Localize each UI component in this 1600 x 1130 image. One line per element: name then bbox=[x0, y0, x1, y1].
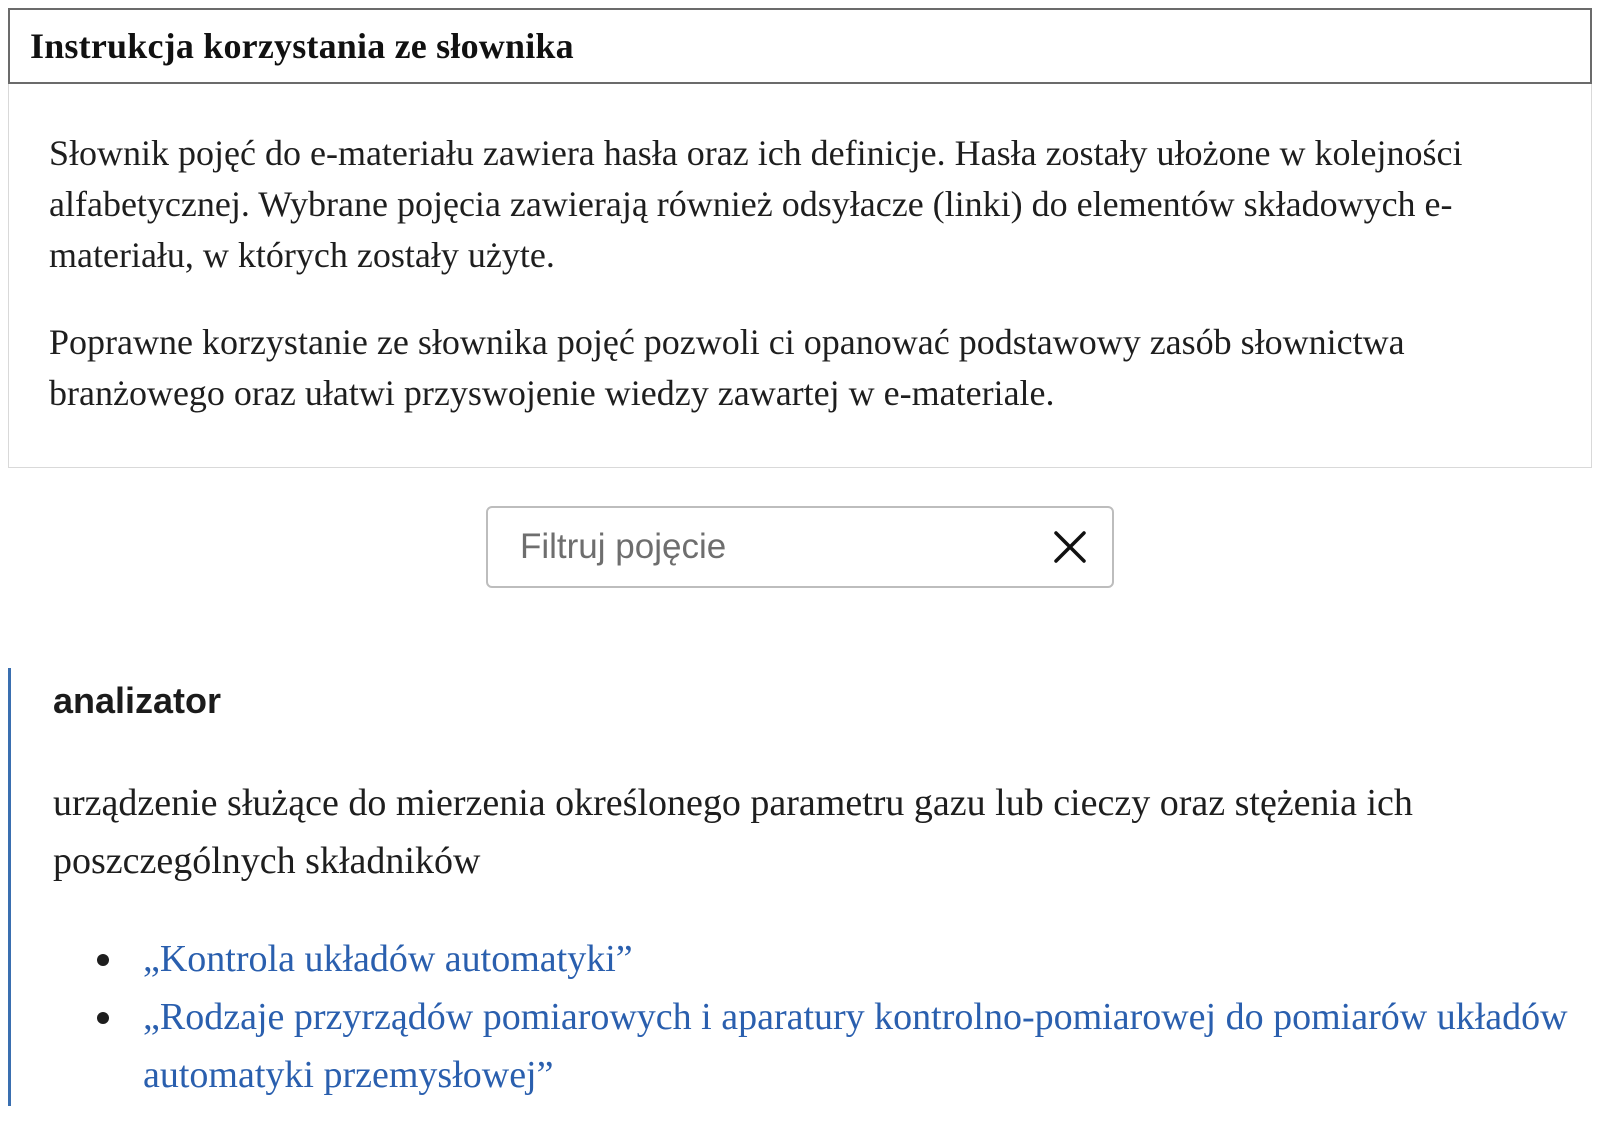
instructions-title: Instrukcja korzystania ze słownika bbox=[30, 26, 574, 66]
filter-input[interactable] bbox=[488, 508, 1028, 586]
entry-link-1[interactable]: „Kontrola układów automatyki” bbox=[143, 938, 633, 980]
bullet-icon bbox=[97, 1012, 109, 1024]
close-icon[interactable] bbox=[1048, 525, 1092, 569]
entry-definition: urządzenie służące do mierzenia określonego parametru gazu lub cieczy oraz stężenia ich poszczególnych składników bbox=[53, 782, 1413, 882]
instructions-body bbox=[9, 84, 1591, 419]
list-item bbox=[143, 930, 1600, 988]
filter-box bbox=[486, 506, 1114, 588]
list-item bbox=[143, 988, 1600, 1104]
bullet-icon bbox=[97, 954, 109, 966]
instructions-panel bbox=[8, 8, 1592, 468]
glossary-entry bbox=[8, 668, 1568, 1106]
instructions-paragraph: Poprawne korzystanie ze słownika pojęć pozwoli ci opanować podstawowy zasób słownictwa branżowego oraz ułatwi przyswojenie wiedzy zawartej w e-materiale. bbox=[49, 322, 1405, 413]
entry-link-2[interactable]: „Rodzaje przyrządów pomiarowych i aparatury kontrolno-pomiarowej do pomiarów układów automatyki przemysłowej” bbox=[143, 996, 1568, 1096]
entry-links-list bbox=[53, 930, 1600, 1104]
instructions-header bbox=[8, 8, 1592, 84]
instructions-paragraph: Słownik pojęć do e-materiału zawiera hasła oraz ich definicje. Hasła zostały ułożone w kolejności alfabetycznej. Wybrane pojęcia zawierają również odsyłacze (linki) do elementów składowych e-materiału, w których zostały użyte. bbox=[49, 133, 1463, 275]
entry-term: analizator bbox=[53, 680, 222, 721]
